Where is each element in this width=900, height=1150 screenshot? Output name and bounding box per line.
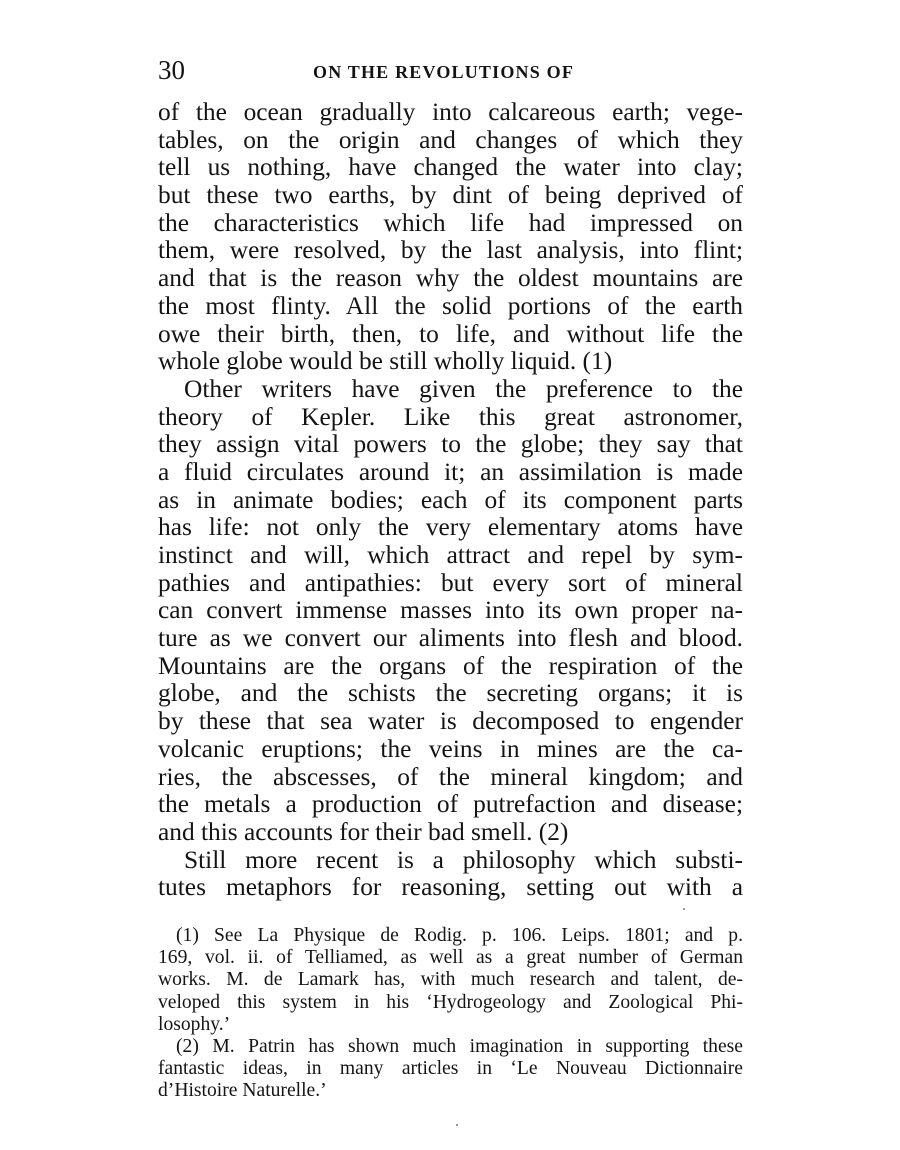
body-line: whole globe would be still wholly liquid. (1)	[158, 347, 613, 376]
body-line: can convert immense masses into its own proper na-	[158, 596, 743, 625]
footnote-line: d’Histoire Naturelle.’	[158, 1080, 327, 1102]
footnote-line: losophy.’	[158, 1013, 231, 1035]
body-line: Still more recent is a philosophy which substi-	[184, 845, 743, 874]
body-line: globe, and the schists the secreting organs; it is	[158, 679, 743, 708]
body-line: owe their birth, then, to life, and without life the	[158, 319, 743, 348]
body-line: theory of Kepler. Like this great astronomer,	[158, 402, 743, 431]
footnote-line: veloped this system in his ‘Hydrogeology and Zoological Phi-	[158, 991, 743, 1013]
body-line: has life: not only the very elementary atoms have	[158, 513, 743, 542]
body-line: and that is the reason why the oldest mountains are	[158, 264, 743, 293]
body-text	[158, 99, 743, 902]
body-line: tell us nothing, have changed the water into clay;	[158, 153, 743, 182]
body-line: and this accounts for their bad smell. (2)	[158, 817, 569, 846]
body-line: tutes metaphors for reasoning, setting out with a	[158, 873, 743, 902]
body-line: ries, the abscesses, of the mineral kingdom; and	[158, 762, 743, 791]
body-line: they assign vital powers to the globe; they say that	[158, 430, 743, 459]
body-line: Mountains are the organs of the respiration of the	[158, 651, 743, 680]
body-line: the metals a production of putrefaction and disease;	[158, 790, 743, 819]
footnote-line: works. M. de Lamark has, with much research and talent, de-	[158, 969, 743, 991]
body-line: the characteristics which life had impressed on	[158, 208, 743, 237]
footnote-line: (1) See La Physique de Rodig. p. 106. Leips. 1801; and p.	[176, 925, 743, 946]
body-line: the most flinty. All the solid portions of the earth	[158, 291, 743, 320]
body-line: pathies and antipathies: but every sort of mineral	[158, 568, 743, 597]
body-line: tables, on the origin and changes of which they	[158, 125, 743, 154]
body-line: a fluid circulates around it; an assimilation is made	[158, 457, 743, 486]
body-line: Other writers have given the preference to the	[184, 374, 743, 403]
body-line: of the ocean gradually into calcareous earth; vege-	[158, 98, 743, 126]
print-speck	[683, 908, 685, 910]
footnote-line: (2) M. Patrin has shown much imagination in supporting these	[176, 1035, 743, 1057]
body-line: by these that sea water is decomposed to engender	[158, 707, 743, 736]
footnote-line: 169, vol. ii. of Telliamed, as well as a great number of German	[158, 947, 743, 969]
body-line: but these two earths, by dint of being deprived of	[158, 181, 743, 210]
footnotes	[158, 925, 743, 1103]
body-line: ture as we convert our aliments into flesh and blood.	[158, 624, 743, 653]
print-speck	[456, 1124, 458, 1126]
body-line: volcanic eruptions; the veins in mines are the ca-	[158, 734, 743, 763]
running-head	[158, 52, 743, 88]
page-number: 30	[158, 55, 185, 85]
body-line: instinct and will, which attract and repel by sym-	[158, 541, 743, 569]
body-line: them, were resolved, by the last analysis, into flint;	[158, 236, 743, 265]
footnote-line: fantastic ideas, in many articles in ‘Le Nouveau Dictionnaire	[158, 1058, 743, 1080]
running-title: ON THE REVOLUTIONS OF	[313, 62, 575, 82]
body-line: as in animate bodies; each of its component parts	[158, 485, 743, 514]
